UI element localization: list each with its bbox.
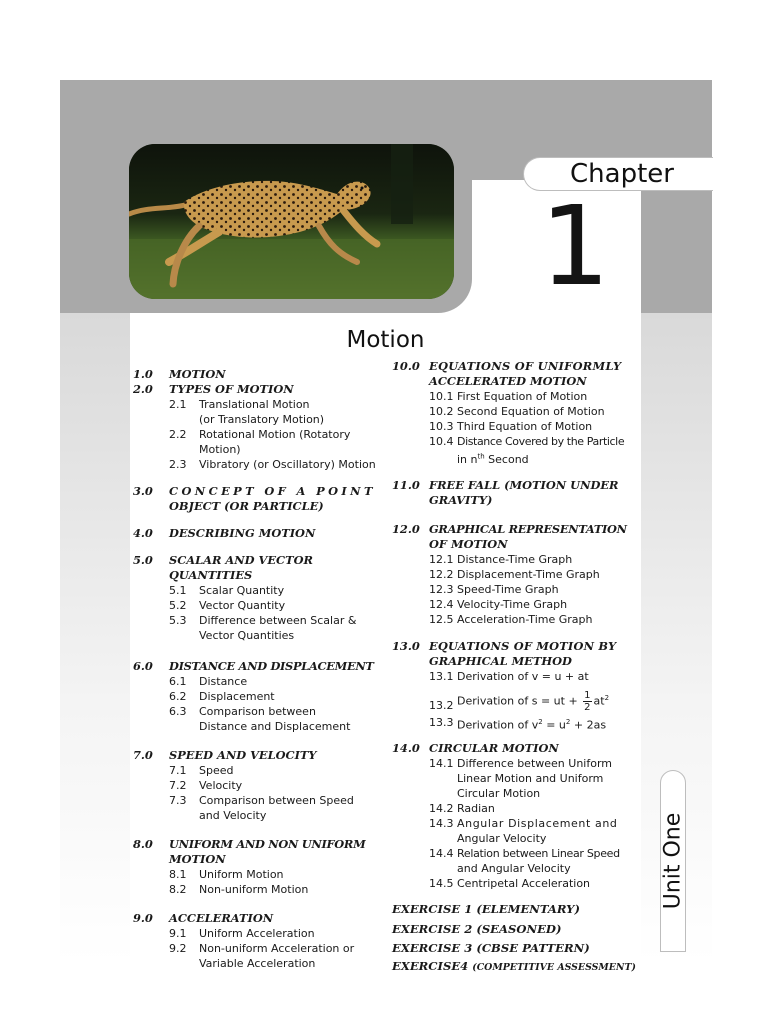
subsection-text: (or Translatory Motion) — [199, 413, 325, 426]
toc-section-14[interactable] — [392, 741, 640, 891]
section-title: OF MOTION — [429, 536, 508, 551]
subsection-number: 5.3 — [169, 614, 187, 627]
subsection-number: 8.2 — [169, 883, 187, 896]
toc-section-4[interactable] — [133, 526, 377, 541]
subsection-number: 14.5 — [429, 877, 454, 891]
page-title: Motion — [346, 327, 425, 353]
subsection-number: 2.1 — [169, 398, 187, 411]
subsection-text: Second Equation of Motion — [457, 405, 605, 418]
chapter-label: Chapter — [523, 157, 713, 191]
subsection-number: 12.5 — [429, 612, 454, 626]
subsection-text: Scalar Quantity — [199, 584, 285, 597]
subsection-text: Non-uniform Motion — [199, 883, 309, 896]
section-title: SCALAR AND VECTOR — [169, 553, 313, 567]
superscript: 2 — [538, 717, 543, 726]
exercise-detail: (ELEMENTARY) — [476, 902, 580, 917]
section-title: GRAVITY) — [429, 492, 493, 507]
toc-subsection[interactable] — [133, 397, 377, 427]
section-title: EQUATIONS OF MOTION BY — [429, 638, 617, 653]
section-number: 4.0 — [133, 526, 153, 540]
exercise-2-link[interactable] — [392, 920, 640, 940]
exercise-label: EXERCISE 1 — [392, 902, 473, 917]
subsection-number: 6.1 — [169, 675, 187, 688]
exercise-label: EXERCISE 3 — [392, 941, 473, 956]
subsection-text: Second — [484, 452, 529, 466]
toc-subsection[interactable] — [133, 778, 377, 793]
subsection-text: Acceleration-Time Graph — [457, 612, 593, 626]
unit-tab-label: Unit One — [660, 812, 686, 910]
subsection-number: 5.1 — [169, 584, 187, 597]
fraction-denominator: 2 — [584, 701, 591, 713]
exercise-detail: (COMPETITIVE ASSESSMENT) — [472, 962, 636, 974]
subsection-text: and Velocity — [199, 809, 267, 822]
subsection-text: Translational Motion — [199, 398, 310, 411]
subsection-text: Rotational Motion (Rotatory — [199, 428, 351, 441]
subsection-text: Velocity-Time Graph — [457, 597, 568, 611]
subsection-text: Relation between Linear Speed — [457, 847, 620, 861]
section-number: 8.0 — [133, 837, 153, 851]
toc-section-2[interactable] — [133, 382, 377, 472]
toc-subsection[interactable] — [392, 404, 640, 419]
subsection-text: Distance-Time Graph — [457, 552, 573, 566]
section-number: 5.0 — [133, 553, 153, 567]
toc-section-1[interactable] — [133, 367, 377, 382]
section-title: SPEED AND VELOCITY — [169, 748, 317, 762]
section-title: UNIFORM AND NON UNIFORM — [169, 837, 366, 851]
exercise-detail: (SEASONED) — [476, 921, 562, 936]
subsection-text: at — [593, 694, 605, 708]
toc-subsection[interactable] — [133, 427, 377, 457]
toc-subsection[interactable] — [133, 583, 377, 598]
subsection-text: Circular Motion — [457, 787, 541, 801]
toc-section-6[interactable] — [133, 659, 377, 734]
subsection-number: 12.3 — [429, 582, 454, 596]
subsection-text: Comparison between — [199, 705, 316, 718]
toc-subsection[interactable] — [392, 715, 640, 733]
subsection-number: 7.1 — [169, 764, 187, 777]
toc-subsection[interactable] — [392, 612, 640, 627]
section-number: 1.0 — [133, 367, 153, 381]
superscript: th — [477, 452, 485, 460]
subsection-text: + 2as — [570, 718, 607, 732]
section-title: ACCELERATED MOTION — [429, 374, 587, 388]
toc-subsection[interactable] — [392, 389, 640, 404]
toc-subsection[interactable] — [133, 598, 377, 613]
section-number: 2.0 — [133, 382, 153, 396]
subsection-number: 14.3 — [429, 817, 454, 831]
subsection-number: 14.4 — [429, 847, 454, 861]
subsection-text: Third Equation of Motion — [457, 420, 593, 433]
section-title: EQUATIONS OF UNIFORMLY — [429, 359, 622, 373]
section-title: QUANTITIES — [169, 568, 253, 582]
subsection-number: 7.2 — [169, 779, 187, 792]
toc-subsection[interactable] — [392, 756, 640, 801]
exercise-4-link[interactable] — [392, 957, 640, 977]
subsection-number: 10.4 — [429, 435, 454, 448]
toc-left-column — [133, 367, 377, 971]
subsection-text: Uniform Acceleration — [199, 927, 315, 940]
section-title: DISTANCE AND DISPLACEMENT — [169, 659, 374, 673]
toc-subsection[interactable] — [133, 926, 377, 941]
subsection-text: Non-uniform Acceleration or — [199, 942, 355, 955]
subsection-text: Derivation of v — [457, 718, 539, 732]
subsection-text: Centripetal Acceleration — [457, 877, 591, 891]
exercise-3-link[interactable] — [392, 939, 640, 957]
section-title: GRAPHICAL REPRESENTATION — [429, 521, 627, 536]
subsection-text: Vector Quantities — [199, 629, 295, 642]
exercise-list — [392, 900, 640, 977]
toc-subsection[interactable] — [133, 674, 377, 689]
toc-section-12[interactable] — [392, 522, 640, 627]
subsection-number: 13.3 — [429, 715, 454, 729]
subsection-text: Angular Velocity — [457, 832, 547, 846]
section-title: GRAPHICAL METHOD — [429, 653, 572, 668]
superscript: 2 — [565, 717, 571, 726]
toc-subsection[interactable] — [133, 689, 377, 704]
section-number: 3.0 — [133, 484, 153, 498]
toc-subsection[interactable] — [392, 816, 640, 846]
toc-subsection[interactable] — [392, 434, 640, 467]
subsection-text: Linear Motion and Uniform — [457, 772, 604, 786]
section-title: FREE FALL (MOTION UNDER — [429, 477, 619, 492]
toc-subsection[interactable] — [133, 613, 377, 643]
toc-subsection[interactable] — [392, 690, 640, 713]
subsection-text: First Equation of Motion — [457, 390, 588, 403]
subsection-text: Comparison between Speed — [199, 794, 354, 807]
subsection-number: 2.3 — [169, 458, 187, 471]
subsection-text: Distance — [199, 675, 248, 688]
subsection-number: 9.2 — [169, 942, 187, 955]
subsection-number: 9.1 — [169, 927, 187, 940]
subsection-text: Angular Displacement and — [457, 817, 618, 831]
section-number: 14.0 — [392, 741, 420, 756]
subsection-text: Distance Covered by the Particle — [457, 435, 625, 448]
fraction-numerator: 1 — [584, 689, 591, 701]
exercise-1-link[interactable] — [392, 900, 640, 920]
toc-section-7[interactable] — [133, 748, 377, 823]
subsection-number: 10.2 — [429, 405, 454, 418]
cheetah-running-photo — [129, 144, 454, 299]
toc-subsection[interactable] — [133, 793, 377, 823]
fraction-one-half — [583, 690, 591, 713]
subsection-text — [457, 453, 529, 466]
toc-subsection[interactable] — [392, 801, 640, 816]
subsection-text: Velocity — [199, 779, 243, 792]
section-title: DESCRIBING MOTION — [169, 526, 316, 540]
subsection-text: Derivation of v = u + at — [457, 669, 589, 683]
toc-subsection[interactable] — [392, 669, 640, 684]
section-number: 7.0 — [133, 748, 153, 762]
section-number: 10.0 — [392, 359, 420, 373]
subsection-text: Motion) — [199, 443, 241, 456]
subsection-number: 14.2 — [429, 802, 454, 816]
exercise-label: EXERCISE4 — [392, 959, 469, 974]
toc-subsection[interactable] — [133, 867, 377, 882]
subsection-text: Displacement — [199, 690, 275, 703]
subsection-text: Derivation of s = ut + — [457, 694, 582, 708]
toc-subsection[interactable] — [392, 597, 640, 612]
toc-subsection[interactable] — [133, 763, 377, 778]
toc-section-11[interactable] — [392, 478, 640, 508]
subsection-text: Speed — [199, 764, 234, 777]
section-title: TYPES OF MOTION — [169, 382, 294, 396]
section-title: MOTION — [169, 852, 226, 866]
toc-subsection[interactable] — [392, 552, 640, 567]
subsection-text: Displacement-Time Graph — [457, 567, 600, 581]
subsection-number: 12.2 — [429, 567, 454, 581]
superscript: 2 — [604, 693, 610, 702]
section-number: 11.0 — [392, 477, 420, 492]
subsection-number: 5.2 — [169, 599, 187, 612]
subsection-number: 10.1 — [429, 390, 454, 403]
section-title: MOTION — [169, 367, 226, 381]
subsection-number: 12.1 — [429, 552, 454, 566]
toc-subsection[interactable] — [133, 882, 377, 897]
toc-section-9[interactable] — [133, 911, 377, 971]
toc-section-8[interactable] — [133, 837, 377, 897]
toc-section-10[interactable] — [392, 359, 640, 467]
subsection-text: Vibratory (or Oscillatory) Motion — [199, 458, 376, 471]
subsection-text: Uniform Motion — [199, 868, 284, 881]
section-number: 12.0 — [392, 521, 420, 536]
toc-subsection[interactable] — [392, 567, 640, 582]
toc-subsection[interactable] — [133, 941, 377, 971]
toc-section-3[interactable] — [133, 484, 377, 514]
exercise-label: EXERCISE 2 — [392, 921, 473, 936]
section-title: CONCEPT OF A POINT — [169, 484, 376, 498]
toc-section-5[interactable] — [133, 553, 377, 643]
section-title: CIRCULAR MOTION — [429, 741, 559, 756]
subsection-text: = u — [542, 718, 566, 732]
section-title: OBJECT (OR PARTICLE) — [169, 499, 324, 513]
toc-section-13[interactable] — [392, 639, 640, 733]
subsection-text: Difference between Scalar & — [199, 614, 357, 627]
subsection-number: 8.1 — [169, 868, 187, 881]
toc-subsection[interactable] — [133, 704, 377, 734]
chapter-number: 1 — [540, 182, 610, 310]
toc-subsection[interactable] — [392, 582, 640, 597]
subsection-number: 14.1 — [429, 757, 454, 771]
section-number: 6.0 — [133, 659, 153, 673]
subsection-text: Distance and Displacement — [199, 720, 351, 733]
subsection-text: Radian — [457, 802, 495, 816]
subsection-text: Speed-Time Graph — [457, 582, 559, 596]
subsection-number: 10.3 — [429, 420, 454, 433]
subsection-text: Variable Acceleration — [199, 957, 316, 970]
toc-subsection[interactable] — [392, 846, 640, 876]
section-title: ACCELERATION — [169, 911, 274, 925]
subsection-number: 12.4 — [429, 597, 454, 611]
toc-subsection[interactable] — [392, 419, 640, 434]
toc-subsection[interactable] — [133, 457, 377, 472]
toc-subsection[interactable] — [392, 876, 640, 891]
exercise-detail: (CBSE PATTERN) — [476, 941, 590, 956]
subsection-number: 7.3 — [169, 794, 187, 807]
subsection-number: 13.2 — [429, 698, 454, 712]
cheetah-illustration — [129, 144, 454, 299]
section-number: 13.0 — [392, 638, 420, 653]
toc-right-column — [392, 359, 640, 977]
subsection-number: 6.2 — [169, 690, 187, 703]
subsection-number: 13.1 — [429, 669, 454, 683]
subsection-text: Difference between Uniform — [457, 757, 612, 771]
section-number: 9.0 — [133, 911, 153, 925]
subsection-text: in n — [457, 452, 478, 466]
subsection-text: and Angular Velocity — [457, 862, 571, 876]
subsection-text: Vector Quantity — [199, 599, 286, 612]
subsection-number: 6.3 — [169, 705, 187, 718]
subsection-number: 2.2 — [169, 428, 187, 441]
